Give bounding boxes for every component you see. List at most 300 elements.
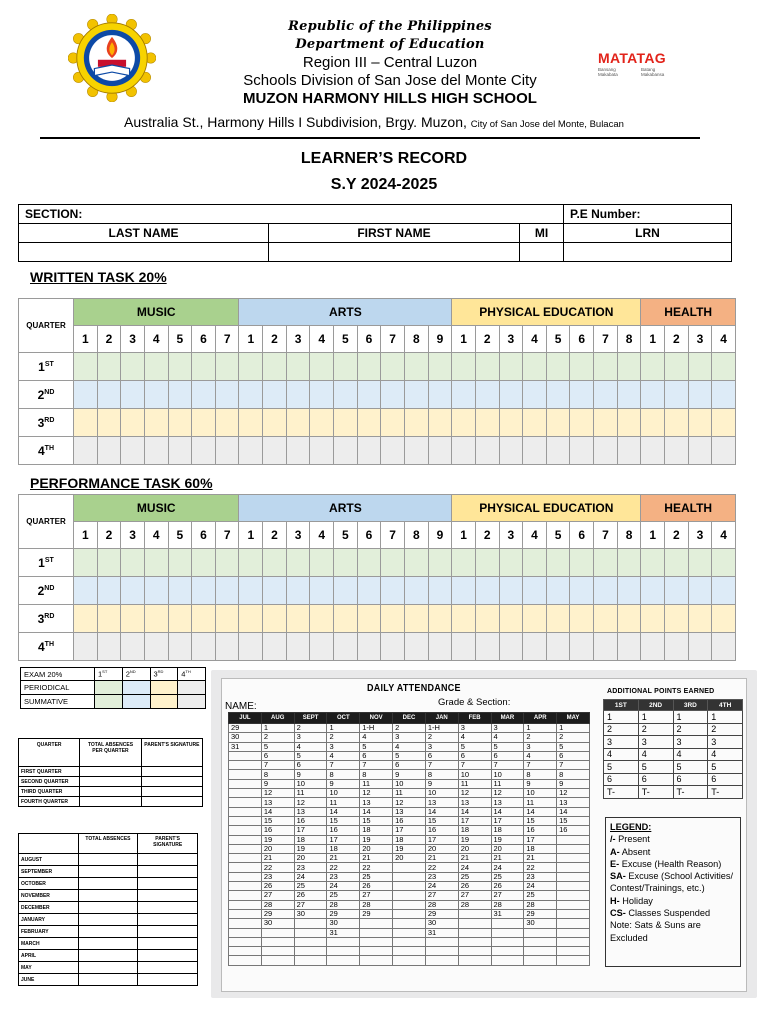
attendance-day-cell[interactable] — [261, 956, 294, 965]
attendance-day-cell[interactable] — [229, 854, 262, 863]
score-cell[interactable] — [310, 381, 334, 409]
attendance-day-cell[interactable] — [557, 937, 590, 946]
score-cell[interactable] — [452, 633, 476, 661]
attendance-day-cell[interactable]: 4 — [393, 742, 426, 751]
score-cell[interactable] — [239, 577, 263, 605]
score-cell[interactable] — [168, 437, 192, 465]
score-cell[interactable] — [688, 353, 712, 381]
attendance-day-cell[interactable]: 14 — [261, 807, 294, 816]
attendance-day-cell[interactable]: 15 — [425, 816, 458, 825]
score-cell[interactable] — [452, 549, 476, 577]
attendance-day-cell[interactable]: 14 — [425, 807, 458, 816]
attendance-day-cell[interactable] — [229, 937, 262, 946]
score-cell[interactable] — [168, 633, 192, 661]
absm-signature-cell[interactable] — [138, 950, 198, 962]
points-cell[interactable]: 4 — [638, 748, 673, 761]
score-cell[interactable] — [239, 549, 263, 577]
attendance-day-cell[interactable]: 20 — [261, 844, 294, 853]
score-cell[interactable] — [381, 381, 405, 409]
score-cell[interactable] — [144, 381, 168, 409]
attendance-day-cell[interactable] — [557, 863, 590, 872]
score-cell[interactable] — [74, 381, 98, 409]
attendance-day-cell[interactable] — [458, 928, 491, 937]
attendance-day-cell[interactable]: 1 — [327, 724, 360, 733]
attendance-day-cell[interactable] — [229, 900, 262, 909]
score-cell[interactable] — [334, 381, 358, 409]
absq-signature-cell[interactable] — [141, 777, 202, 787]
score-cell[interactable] — [641, 633, 665, 661]
attendance-day-cell[interactable]: 27 — [261, 891, 294, 900]
score-cell[interactable] — [263, 633, 287, 661]
absm-signature-cell[interactable] — [138, 878, 198, 890]
score-cell[interactable] — [121, 633, 145, 661]
score-cell[interactable] — [641, 549, 665, 577]
score-cell[interactable] — [688, 577, 712, 605]
attendance-day-cell[interactable]: 11 — [491, 779, 524, 788]
attendance-day-cell[interactable]: 13 — [261, 798, 294, 807]
attendance-day-cell[interactable]: 4 — [491, 733, 524, 742]
attendance-day-cell[interactable]: 24 — [327, 882, 360, 891]
score-cell[interactable] — [546, 577, 570, 605]
absq-signature-cell[interactable] — [141, 767, 202, 777]
attendance-day-cell[interactable]: 5 — [491, 742, 524, 751]
attendance-day-cell[interactable]: 17 — [327, 835, 360, 844]
attendance-day-cell[interactable]: 31 — [229, 742, 262, 751]
attendance-day-cell[interactable]: 15 — [261, 816, 294, 825]
score-cell[interactable] — [428, 353, 452, 381]
attendance-day-cell[interactable] — [294, 919, 327, 928]
attendance-day-cell[interactable] — [458, 937, 491, 946]
score-cell[interactable] — [144, 605, 168, 633]
score-cell[interactable] — [712, 633, 736, 661]
score-cell[interactable] — [286, 437, 310, 465]
attendance-day-cell[interactable]: 14 — [360, 807, 393, 816]
attendance-day-cell[interactable]: 30 — [327, 919, 360, 928]
attendance-day-cell[interactable]: 11 — [327, 798, 360, 807]
score-cell[interactable] — [215, 381, 239, 409]
attendance-day-cell[interactable]: 14 — [458, 807, 491, 816]
score-cell[interactable] — [286, 381, 310, 409]
absm-total-cell[interactable] — [78, 914, 138, 926]
attendance-day-cell[interactable]: 29 — [261, 909, 294, 918]
attendance-day-cell[interactable] — [229, 882, 262, 891]
score-cell[interactable] — [286, 577, 310, 605]
attendance-day-cell[interactable]: 1-H — [360, 724, 393, 733]
attendance-day-cell[interactable] — [229, 826, 262, 835]
score-cell[interactable] — [310, 605, 334, 633]
exam-score-cell[interactable] — [95, 681, 123, 695]
score-cell[interactable] — [263, 381, 287, 409]
score-cell[interactable] — [357, 409, 381, 437]
absm-total-cell[interactable] — [78, 854, 138, 866]
score-cell[interactable] — [215, 353, 239, 381]
score-cell[interactable] — [357, 381, 381, 409]
score-cell[interactable] — [475, 577, 499, 605]
attendance-day-cell[interactable]: 25 — [491, 872, 524, 881]
score-cell[interactable] — [263, 549, 287, 577]
attendance-day-cell[interactable] — [229, 909, 262, 918]
score-cell[interactable] — [97, 549, 121, 577]
attendance-day-cell[interactable]: 14 — [327, 807, 360, 816]
absq-signature-cell[interactable] — [141, 797, 202, 807]
attendance-day-cell[interactable] — [557, 900, 590, 909]
score-cell[interactable] — [74, 437, 98, 465]
attendance-day-cell[interactable]: 10 — [425, 789, 458, 798]
attendance-day-cell[interactable]: 8 — [524, 770, 557, 779]
score-cell[interactable] — [404, 605, 428, 633]
score-cell[interactable] — [404, 633, 428, 661]
attendance-day-cell[interactable]: 8 — [425, 770, 458, 779]
score-cell[interactable] — [97, 353, 121, 381]
attendance-day-cell[interactable] — [458, 909, 491, 918]
attendance-day-cell[interactable] — [229, 956, 262, 965]
score-cell[interactable] — [310, 633, 334, 661]
score-cell[interactable] — [688, 605, 712, 633]
attendance-day-cell[interactable]: 24 — [524, 882, 557, 891]
score-cell[interactable] — [570, 409, 594, 437]
score-cell[interactable] — [617, 605, 641, 633]
attendance-day-cell[interactable]: 9 — [261, 779, 294, 788]
attendance-day-cell[interactable]: 9 — [557, 779, 590, 788]
exam-score-cell[interactable] — [178, 695, 206, 709]
absm-signature-cell[interactable] — [138, 866, 198, 878]
score-cell[interactable] — [404, 577, 428, 605]
attendance-day-cell[interactable]: 9 — [393, 770, 426, 779]
attendance-day-cell[interactable]: 13 — [458, 798, 491, 807]
score-cell[interactable] — [546, 381, 570, 409]
attendance-day-cell[interactable]: 21 — [261, 854, 294, 863]
score-cell[interactable] — [357, 549, 381, 577]
attendance-day-cell[interactable]: 10 — [524, 789, 557, 798]
score-cell[interactable] — [499, 353, 523, 381]
section-field[interactable]: SECTION: — [19, 205, 564, 224]
score-cell[interactable] — [641, 605, 665, 633]
attendance-day-cell[interactable] — [261, 937, 294, 946]
attendance-day-cell[interactable]: 10 — [491, 770, 524, 779]
score-cell[interactable] — [617, 409, 641, 437]
attendance-day-cell[interactable]: 18 — [491, 826, 524, 835]
score-cell[interactable] — [570, 633, 594, 661]
absm-total-cell[interactable] — [78, 890, 138, 902]
score-cell[interactable] — [121, 577, 145, 605]
score-cell[interactable] — [546, 437, 570, 465]
score-cell[interactable] — [617, 577, 641, 605]
attendance-day-cell[interactable]: 3 — [393, 733, 426, 742]
attendance-day-cell[interactable]: 3 — [294, 733, 327, 742]
attendance-day-cell[interactable]: 4 — [458, 733, 491, 742]
score-cell[interactable] — [334, 577, 358, 605]
attendance-day-cell[interactable]: 7 — [261, 761, 294, 770]
score-cell[interactable] — [712, 437, 736, 465]
attendance-day-cell[interactable]: 23 — [327, 872, 360, 881]
score-cell[interactable] — [475, 437, 499, 465]
score-cell[interactable] — [357, 353, 381, 381]
attendance-day-cell[interactable]: 11 — [458, 779, 491, 788]
attendance-day-cell[interactable]: 12 — [294, 798, 327, 807]
attendance-day-cell[interactable] — [327, 947, 360, 956]
attendance-day-cell[interactable] — [393, 863, 426, 872]
score-cell[interactable] — [381, 605, 405, 633]
score-cell[interactable] — [192, 437, 216, 465]
absq-signature-cell[interactable] — [141, 787, 202, 797]
score-cell[interactable] — [428, 437, 452, 465]
score-cell[interactable] — [594, 577, 618, 605]
attendance-day-cell[interactable]: 5 — [294, 751, 327, 760]
score-cell[interactable] — [499, 409, 523, 437]
score-cell[interactable] — [74, 409, 98, 437]
attendance-day-cell[interactable]: 21 — [524, 854, 557, 863]
points-cell[interactable]: 1 — [604, 711, 639, 724]
attendance-day-cell[interactable] — [229, 835, 262, 844]
attendance-day-cell[interactable] — [393, 891, 426, 900]
points-cell[interactable]: 1 — [673, 711, 708, 724]
score-cell[interactable] — [334, 353, 358, 381]
score-cell[interactable] — [192, 633, 216, 661]
points-cell[interactable]: 6 — [638, 773, 673, 786]
attendance-day-cell[interactable]: 18 — [360, 826, 393, 835]
attendance-day-cell[interactable]: 11 — [294, 789, 327, 798]
attendance-day-cell[interactable]: 16 — [261, 826, 294, 835]
points-cell[interactable]: 2 — [708, 723, 743, 736]
score-cell[interactable] — [97, 605, 121, 633]
score-cell[interactable] — [192, 605, 216, 633]
attendance-day-cell[interactable]: 1 — [524, 724, 557, 733]
attendance-day-cell[interactable]: 28 — [360, 900, 393, 909]
score-cell[interactable] — [192, 549, 216, 577]
attendance-day-cell[interactable]: 30 — [524, 919, 557, 928]
attendance-day-cell[interactable]: 30 — [294, 909, 327, 918]
attendance-day-cell[interactable] — [229, 816, 262, 825]
score-cell[interactable] — [334, 409, 358, 437]
attendance-day-cell[interactable]: 16 — [327, 826, 360, 835]
attendance-day-cell[interactable]: 14 — [524, 807, 557, 816]
attendance-day-cell[interactable] — [557, 835, 590, 844]
score-cell[interactable] — [144, 549, 168, 577]
attendance-day-cell[interactable]: 7 — [557, 761, 590, 770]
attendance-day-cell[interactable] — [557, 947, 590, 956]
points-cell[interactable]: 3 — [638, 736, 673, 749]
attendance-day-cell[interactable]: 2 — [327, 733, 360, 742]
absm-signature-cell[interactable] — [138, 902, 198, 914]
attendance-day-cell[interactable]: 12 — [491, 789, 524, 798]
score-cell[interactable] — [594, 381, 618, 409]
score-cell[interactable] — [121, 437, 145, 465]
attendance-day-cell[interactable] — [557, 854, 590, 863]
score-cell[interactable] — [144, 353, 168, 381]
score-cell[interactable] — [499, 549, 523, 577]
score-cell[interactable] — [499, 605, 523, 633]
score-cell[interactable] — [381, 353, 405, 381]
attendance-day-cell[interactable] — [360, 937, 393, 946]
score-cell[interactable] — [74, 605, 98, 633]
score-cell[interactable] — [334, 549, 358, 577]
points-cell[interactable]: 1 — [638, 711, 673, 724]
attendance-day-cell[interactable] — [261, 947, 294, 956]
score-cell[interactable] — [357, 437, 381, 465]
attendance-day-cell[interactable] — [294, 947, 327, 956]
score-cell[interactable] — [499, 633, 523, 661]
attendance-day-cell[interactable]: 11 — [524, 798, 557, 807]
attendance-day-cell[interactable]: 5 — [393, 751, 426, 760]
score-cell[interactable] — [144, 409, 168, 437]
attendance-day-cell[interactable]: 10 — [458, 770, 491, 779]
score-cell[interactable] — [428, 549, 452, 577]
absm-total-cell[interactable] — [78, 866, 138, 878]
attendance-day-cell[interactable]: 26 — [261, 882, 294, 891]
attendance-day-cell[interactable] — [557, 909, 590, 918]
attendance-day-cell[interactable] — [294, 956, 327, 965]
attendance-day-cell[interactable]: 16 — [294, 816, 327, 825]
score-cell[interactable] — [215, 409, 239, 437]
score-cell[interactable] — [215, 437, 239, 465]
attendance-day-cell[interactable]: 17 — [491, 816, 524, 825]
attendance-day-cell[interactable]: 28 — [458, 900, 491, 909]
attendance-day-cell[interactable]: 29 — [425, 909, 458, 918]
absq-total-cell[interactable] — [80, 797, 141, 807]
score-cell[interactable] — [168, 577, 192, 605]
attendance-day-cell[interactable]: 27 — [360, 891, 393, 900]
attendance-day-cell[interactable] — [425, 937, 458, 946]
attendance-day-cell[interactable]: 24 — [491, 863, 524, 872]
exam-score-cell[interactable] — [150, 695, 178, 709]
attendance-day-cell[interactable]: 6 — [491, 751, 524, 760]
attendance-day-cell[interactable]: 5 — [261, 742, 294, 751]
score-cell[interactable] — [286, 409, 310, 437]
score-cell[interactable] — [594, 409, 618, 437]
attendance-day-cell[interactable] — [557, 891, 590, 900]
score-cell[interactable] — [712, 381, 736, 409]
attendance-day-cell[interactable]: 22 — [327, 863, 360, 872]
attendance-day-cell[interactable] — [557, 928, 590, 937]
absm-total-cell[interactable] — [78, 950, 138, 962]
score-cell[interactable] — [688, 549, 712, 577]
absm-signature-cell[interactable] — [138, 938, 198, 950]
score-cell[interactable] — [712, 409, 736, 437]
points-cell[interactable]: 5 — [638, 761, 673, 774]
exam-score-cell[interactable] — [122, 695, 150, 709]
attendance-day-cell[interactable]: 19 — [393, 844, 426, 853]
score-cell[interactable] — [357, 605, 381, 633]
score-cell[interactable] — [617, 353, 641, 381]
attendance-day-cell[interactable]: 10 — [393, 779, 426, 788]
attendance-day-cell[interactable] — [229, 919, 262, 928]
attendance-day-cell[interactable] — [360, 928, 393, 937]
attendance-day-cell[interactable] — [393, 947, 426, 956]
score-cell[interactable] — [121, 353, 145, 381]
attendance-day-cell[interactable] — [491, 919, 524, 928]
attendance-day-cell[interactable]: 2 — [261, 733, 294, 742]
attendance-day-cell[interactable]: 8 — [557, 770, 590, 779]
absm-total-cell[interactable] — [78, 902, 138, 914]
attendance-day-cell[interactable]: 20 — [393, 854, 426, 863]
attendance-day-cell[interactable] — [557, 882, 590, 891]
attendance-day-cell[interactable] — [524, 928, 557, 937]
attendance-day-cell[interactable]: 14 — [557, 807, 590, 816]
score-cell[interactable] — [665, 549, 689, 577]
attendance-day-cell[interactable]: 3 — [425, 742, 458, 751]
attendance-day-cell[interactable]: 26 — [491, 882, 524, 891]
score-cell[interactable] — [594, 437, 618, 465]
score-cell[interactable] — [475, 353, 499, 381]
score-cell[interactable] — [641, 381, 665, 409]
attendance-day-cell[interactable]: 20 — [491, 844, 524, 853]
score-cell[interactable] — [239, 353, 263, 381]
score-cell[interactable] — [641, 437, 665, 465]
attendance-day-cell[interactable]: 12 — [261, 789, 294, 798]
attendance-day-cell[interactable] — [393, 956, 426, 965]
attendance-day-cell[interactable]: 5 — [360, 742, 393, 751]
points-cell[interactable]: T- — [673, 786, 708, 799]
attendance-day-cell[interactable]: 2 — [524, 733, 557, 742]
attendance-day-cell[interactable]: 15 — [360, 816, 393, 825]
attendance-day-cell[interactable]: 4 — [524, 751, 557, 760]
first-name-input[interactable] — [269, 243, 520, 262]
attendance-day-cell[interactable]: 29 — [524, 909, 557, 918]
score-cell[interactable] — [381, 577, 405, 605]
score-cell[interactable] — [546, 549, 570, 577]
points-cell[interactable]: 2 — [638, 723, 673, 736]
attendance-day-cell[interactable]: 27 — [425, 891, 458, 900]
attendance-day-cell[interactable]: 30 — [261, 919, 294, 928]
attendance-day-cell[interactable]: 17 — [294, 826, 327, 835]
attendance-day-cell[interactable]: 23 — [425, 872, 458, 881]
attendance-day-cell[interactable]: 8 — [261, 770, 294, 779]
attendance-day-cell[interactable]: 8 — [360, 770, 393, 779]
points-cell[interactable]: T- — [638, 786, 673, 799]
score-cell[interactable] — [452, 605, 476, 633]
score-cell[interactable] — [475, 409, 499, 437]
attendance-day-cell[interactable] — [229, 770, 262, 779]
points-cell[interactable]: T- — [708, 786, 743, 799]
score-cell[interactable] — [215, 633, 239, 661]
points-cell[interactable]: 6 — [708, 773, 743, 786]
attendance-day-cell[interactable] — [360, 947, 393, 956]
points-cell[interactable]: 2 — [673, 723, 708, 736]
points-cell[interactable]: T- — [604, 786, 639, 799]
attendance-day-cell[interactable] — [229, 761, 262, 770]
attendance-day-cell[interactable]: 22 — [425, 863, 458, 872]
attendance-day-cell[interactable]: 6 — [425, 751, 458, 760]
attendance-day-cell[interactable] — [229, 807, 262, 816]
score-cell[interactable] — [617, 381, 641, 409]
attendance-day-cell[interactable]: 17 — [393, 826, 426, 835]
exam-score-cell[interactable] — [122, 681, 150, 695]
attendance-day-cell[interactable] — [294, 937, 327, 946]
score-cell[interactable] — [641, 409, 665, 437]
score-cell[interactable] — [475, 381, 499, 409]
score-cell[interactable] — [712, 549, 736, 577]
score-cell[interactable] — [381, 633, 405, 661]
score-cell[interactable] — [192, 577, 216, 605]
attendance-day-cell[interactable]: 3 — [327, 742, 360, 751]
attendance-day-cell[interactable]: 9 — [425, 779, 458, 788]
attendance-day-cell[interactable] — [458, 956, 491, 965]
attendance-day-cell[interactable]: 17 — [524, 835, 557, 844]
attendance-day-cell[interactable]: 1-H — [425, 724, 458, 733]
attendance-day-cell[interactable]: 11 — [360, 779, 393, 788]
attendance-day-cell[interactable]: 1 — [557, 724, 590, 733]
score-cell[interactable] — [428, 605, 452, 633]
attendance-day-cell[interactable]: 7 — [425, 761, 458, 770]
score-cell[interactable] — [665, 409, 689, 437]
attendance-day-cell[interactable] — [557, 872, 590, 881]
attendance-day-cell[interactable]: 10 — [327, 789, 360, 798]
attendance-day-cell[interactable]: 31 — [491, 909, 524, 918]
attendance-day-cell[interactable]: 20 — [294, 854, 327, 863]
attendance-day-cell[interactable] — [491, 928, 524, 937]
score-cell[interactable] — [239, 437, 263, 465]
points-cell[interactable]: 5 — [604, 761, 639, 774]
